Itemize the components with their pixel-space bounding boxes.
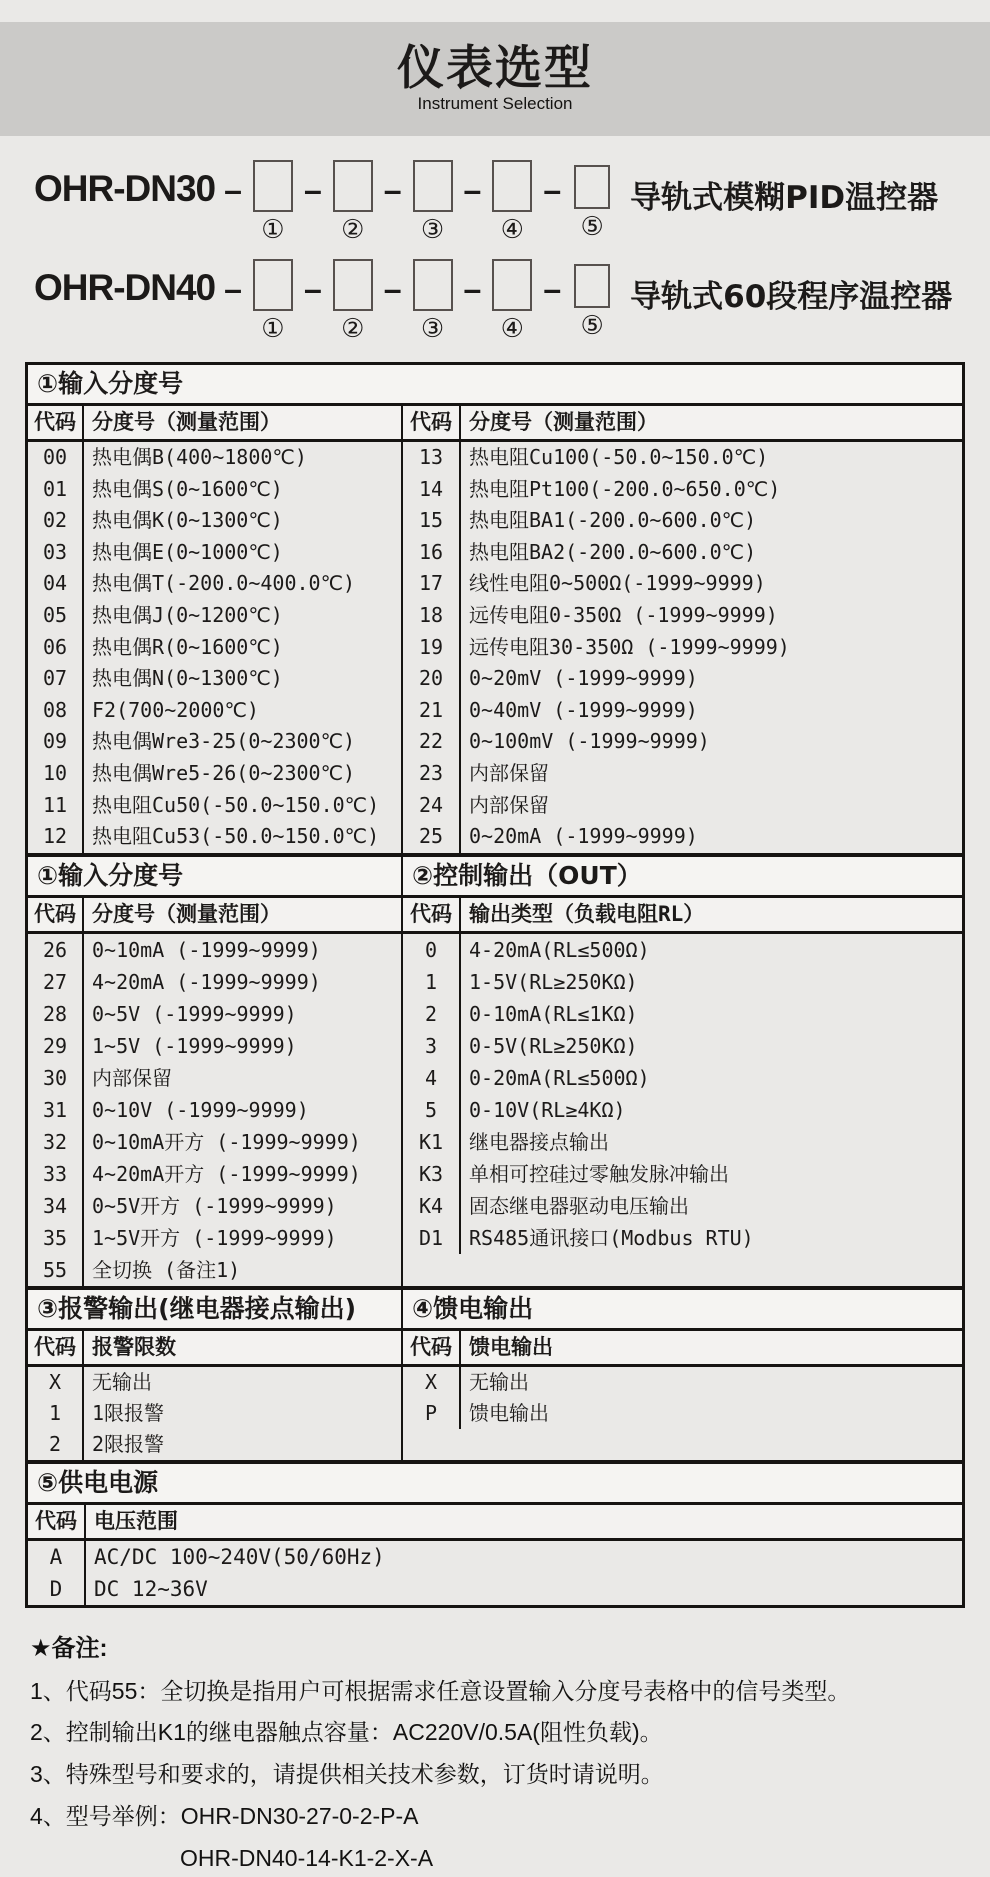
dash-separator: – xyxy=(224,172,242,208)
code-cell: 05 xyxy=(28,600,84,632)
value-cell: 热电阻BA1(-200.0~600.0℃) xyxy=(469,508,757,533)
code-cell: 0 xyxy=(403,934,461,966)
value-cell: 全切换 (备注1) xyxy=(92,1257,241,1282)
table-row xyxy=(403,1030,962,1062)
code-header: 代码 xyxy=(403,1331,461,1364)
value-cell: 2限报警 xyxy=(92,1431,165,1456)
code-cell: 20 xyxy=(403,663,461,695)
value-cell: RS485通讯接口(Modbus RTU) xyxy=(469,1225,754,1250)
page-title: 仪表选型 xyxy=(397,40,593,96)
value-cell: 无输出 xyxy=(92,1369,152,1394)
note-item-3: 3、特殊型号和要求的，请提供相关技术参数，订货时请说明。 xyxy=(30,1761,664,1788)
table-row xyxy=(403,1126,962,1158)
value-cell: 线性电阻0~500Ω(-1999~9999) xyxy=(469,571,766,596)
code-cell: 3 xyxy=(403,1030,461,1062)
table-rows xyxy=(28,442,401,853)
code-cell: 06 xyxy=(28,632,84,664)
note-item-4-example-2: OHR-DN40-14-K1-2-X-A xyxy=(180,1844,434,1871)
code-header: 代码 xyxy=(28,898,84,931)
table-row xyxy=(28,726,401,758)
right-column-table xyxy=(403,403,962,853)
code-cell: 02 xyxy=(28,505,84,537)
table-row xyxy=(28,1398,401,1429)
model-code: OHR-DN30 xyxy=(34,168,216,209)
position-number: ① xyxy=(261,314,285,344)
table-row xyxy=(403,1094,962,1126)
alarm-output-table xyxy=(28,1290,403,1460)
option-box xyxy=(253,160,293,212)
value-cell: 热电阻Cu100(-50.0~150.0℃) xyxy=(469,445,769,469)
table-row xyxy=(28,934,401,966)
section-body xyxy=(28,403,962,853)
code-cell: X xyxy=(403,1367,461,1398)
table-row xyxy=(28,790,401,822)
value-cell: AC/DC 100~240V(50/60Hz) xyxy=(94,1544,385,1569)
page-header xyxy=(0,22,990,136)
value-cell: 内部保留 xyxy=(469,792,549,817)
table-row xyxy=(28,505,401,537)
code-header: 代码 xyxy=(403,406,461,439)
value-cell: 0~40mV (-1999~9999) xyxy=(469,697,698,722)
table-row xyxy=(28,966,401,998)
table-row xyxy=(28,1573,962,1605)
table-row xyxy=(28,821,401,853)
value-cell: 0~10mA (-1999~9999) xyxy=(92,937,321,962)
table-row xyxy=(403,442,962,474)
code-cell: 1 xyxy=(403,966,461,998)
model-slot-5 xyxy=(570,160,614,240)
model-slot-1 xyxy=(251,259,295,342)
code-header: 代码 xyxy=(28,1505,86,1538)
value-header: 分度号（测量范围） xyxy=(92,410,281,434)
value-cell: 远传电阻30-350Ω (-1999~9999) xyxy=(469,634,790,659)
model-description: 导轨式模糊PID温控器 xyxy=(630,180,939,216)
position-number: ④ xyxy=(500,314,524,344)
value-cell: 热电偶Wre5-26(0~2300℃) xyxy=(92,760,356,785)
column-header-row xyxy=(403,403,962,442)
value-cell: 0~5V开方 (-1999~9999) xyxy=(92,1193,337,1218)
value-cell: 0~100mV (-1999~9999) xyxy=(469,729,710,754)
code-cell: 10 xyxy=(28,758,84,790)
section-alarm-and-feed-output xyxy=(28,1286,962,1460)
code-cell: 2 xyxy=(28,1429,84,1460)
dash-separator: – xyxy=(303,271,322,307)
code-cell: 25 xyxy=(403,821,461,853)
value-header: 分度号（测量范围） xyxy=(469,410,658,434)
value-cell: 内部保留 xyxy=(92,1065,172,1090)
table-row xyxy=(403,790,962,822)
value-cell: 0~20mA (-1999~9999) xyxy=(469,824,698,849)
table-row xyxy=(403,966,962,998)
section-title: ①输入分度号 xyxy=(28,365,962,403)
dash-separator: – xyxy=(543,172,562,208)
option-box xyxy=(413,259,453,311)
option-box xyxy=(574,264,610,308)
model-slot-5 xyxy=(570,259,614,339)
code-cell: 01 xyxy=(28,474,84,506)
table-row xyxy=(403,537,962,569)
code-cell: 08 xyxy=(28,695,84,727)
code-cell: K4 xyxy=(403,1190,461,1222)
table-rows xyxy=(28,934,401,1286)
table-row xyxy=(28,1541,962,1573)
model-code: OHR-DN40 xyxy=(34,267,216,308)
table-row xyxy=(28,1030,401,1062)
value-cell: 4~20mA开方 (-1999~9999) xyxy=(92,1161,361,1186)
value-cell: 0~20mV (-1999~9999) xyxy=(469,666,698,691)
table-row xyxy=(403,632,962,664)
dash-separator: – xyxy=(463,172,482,208)
option-box xyxy=(253,259,293,311)
value-cell: 1-5V(RL≥250KΩ) xyxy=(469,969,638,994)
value-cell: 热电偶B(400~1800℃) xyxy=(92,445,307,469)
table-rows xyxy=(403,442,962,853)
model-diagrams xyxy=(0,136,990,342)
dash-separator: – xyxy=(383,271,402,307)
option-box xyxy=(333,160,373,212)
code-cell: 17 xyxy=(403,568,461,600)
table-rows xyxy=(403,934,962,1254)
value-cell: 热电偶J(0~1200℃) xyxy=(92,602,283,627)
code-cell: 18 xyxy=(403,600,461,632)
table-row xyxy=(28,1126,401,1158)
code-cell: 29 xyxy=(28,1030,84,1062)
note-item-1: 1、代码55：全切换是指用户可根据需求任意设置输入分度号表格中的信号类型。 xyxy=(30,1677,851,1704)
value-header: 馈电输出 xyxy=(469,1334,553,1359)
model-description: 导轨式60段程序温控器 xyxy=(630,279,953,315)
value-cell: 0-10V(RL≥4KΩ) xyxy=(469,1097,626,1122)
position-number: ② xyxy=(341,215,365,245)
value-cell: DC 12~36V xyxy=(94,1576,208,1601)
section-body xyxy=(28,857,962,1286)
section-power-supply xyxy=(28,1460,962,1605)
table-row xyxy=(28,998,401,1030)
dash-separator: – xyxy=(303,172,322,208)
table-row xyxy=(28,695,401,727)
code-cell: 4 xyxy=(403,1062,461,1094)
table-row xyxy=(28,1254,401,1286)
value-cell: 热电偶Wre3-25(0~2300℃) xyxy=(92,729,356,754)
position-number: ③ xyxy=(420,314,445,344)
section-body xyxy=(28,1290,962,1460)
value-cell: 热电偶N(0~1300℃) xyxy=(92,666,283,691)
value-cell: 馈电输出 xyxy=(469,1400,549,1425)
value-cell: 1~5V开方 (-1999~9999) xyxy=(92,1225,337,1250)
model-row-dn30 xyxy=(34,160,990,243)
code-cell: 27 xyxy=(28,966,84,998)
value-cell: 4-20mA(RL≤500Ω) xyxy=(469,937,650,962)
value-header: 报警限数 xyxy=(92,1334,176,1359)
code-cell: 14 xyxy=(403,474,461,506)
value-cell: 热电偶E(0~1000℃) xyxy=(92,539,283,564)
table-row xyxy=(28,474,401,506)
section-title: ①输入分度号 xyxy=(28,857,401,895)
code-cell: 00 xyxy=(28,442,84,474)
notes-title: ★备注: xyxy=(30,1634,108,1662)
table-row xyxy=(28,632,401,664)
code-cell: 16 xyxy=(403,537,461,569)
table-row xyxy=(403,934,962,966)
code-cell: 35 xyxy=(28,1222,84,1254)
note-item-2: 2、控制输出K1的继电器触点容量：AC220V/0.5A(阻性负载)。 xyxy=(30,1719,663,1746)
table-row xyxy=(28,600,401,632)
code-cell: 24 xyxy=(403,790,461,822)
column-header-row xyxy=(28,1328,401,1367)
option-box xyxy=(333,259,373,311)
table-row xyxy=(403,758,962,790)
table-row xyxy=(28,568,401,600)
value-header: 分度号（测量范围） xyxy=(92,901,281,926)
selection-table xyxy=(25,362,965,1608)
dash-separator: – xyxy=(543,271,562,307)
table-row xyxy=(28,1367,401,1398)
position-number: ① xyxy=(261,215,285,245)
value-cell: 1~5V (-1999~9999) xyxy=(92,1033,297,1058)
code-cell: K3 xyxy=(403,1158,461,1190)
code-cell: 09 xyxy=(28,726,84,758)
value-cell: F2(700~2000℃) xyxy=(92,697,259,722)
section-title: ③报警输出(继电器接点输出) xyxy=(28,1290,401,1328)
table-row xyxy=(403,1222,962,1254)
table-row xyxy=(28,442,401,474)
model-slot-2 xyxy=(331,259,375,342)
code-cell: A xyxy=(28,1541,86,1573)
code-cell: 26 xyxy=(28,934,84,966)
value-cell: 0~10mA开方 (-1999~9999) xyxy=(92,1129,361,1154)
position-number: ② xyxy=(341,314,365,344)
option-box xyxy=(492,160,532,212)
page-subtitle: Instrument Selection xyxy=(417,94,573,114)
table-row xyxy=(403,1398,962,1429)
table-row xyxy=(403,568,962,600)
table-row xyxy=(28,663,401,695)
dash-separator: – xyxy=(383,172,402,208)
section-title: ⑤供电电源 xyxy=(28,1464,962,1502)
table-row xyxy=(28,1429,401,1460)
code-cell: 11 xyxy=(28,790,84,822)
position-number: ③ xyxy=(420,215,445,245)
table-row xyxy=(28,1190,401,1222)
column-header-row xyxy=(28,895,401,934)
value-cell: 热电偶R(0~1600℃) xyxy=(92,634,283,659)
column-header-row xyxy=(403,895,962,934)
table-row xyxy=(403,1158,962,1190)
code-cell: 13 xyxy=(403,442,461,474)
value-cell: 0-5V(RL≥250KΩ) xyxy=(469,1033,638,1058)
code-cell: D1 xyxy=(403,1222,461,1254)
code-cell: 1 xyxy=(28,1398,84,1429)
code-cell: 5 xyxy=(403,1094,461,1126)
code-cell: 23 xyxy=(403,758,461,790)
column-header-row xyxy=(28,1502,962,1541)
code-cell: X xyxy=(28,1367,84,1398)
table-row xyxy=(403,1062,962,1094)
model-slot-1 xyxy=(251,160,295,243)
table-row xyxy=(403,998,962,1030)
value-cell: 单相可控硅过零触发脉冲输出 xyxy=(469,1161,729,1186)
value-cell: 0~5V (-1999~9999) xyxy=(92,1001,297,1026)
code-cell: 31 xyxy=(28,1094,84,1126)
table-row xyxy=(403,505,962,537)
model-slot-2 xyxy=(331,160,375,243)
table-row xyxy=(28,758,401,790)
left-column-table xyxy=(28,857,403,1286)
value-cell: 1限报警 xyxy=(92,1400,165,1425)
value-cell: 热电阻Pt100(-200.0~650.0℃) xyxy=(469,476,781,501)
model-slot-4 xyxy=(490,259,534,342)
code-cell: 12 xyxy=(28,821,84,853)
code-cell: 04 xyxy=(28,568,84,600)
value-cell: 固态继电器驱动电压输出 xyxy=(469,1193,689,1218)
value-cell: 热电偶S(0~1600℃) xyxy=(92,476,283,501)
value-cell: 4~20mA (-1999~9999) xyxy=(92,969,321,994)
table-row xyxy=(28,1094,401,1126)
value-cell: 无输出 xyxy=(469,1369,529,1394)
code-cell: 34 xyxy=(28,1190,84,1222)
feed-output-table xyxy=(403,1290,962,1460)
column-header-row xyxy=(403,1328,962,1367)
code-cell: 22 xyxy=(403,726,461,758)
table-rows xyxy=(28,1367,401,1460)
option-box xyxy=(492,259,532,311)
note-item-4: 4、型号举例：OHR-DN30-27-0-2-P-A xyxy=(30,1802,419,1829)
table-row xyxy=(403,600,962,632)
code-header: 代码 xyxy=(403,898,461,931)
code-cell: 32 xyxy=(28,1126,84,1158)
code-cell: 30 xyxy=(28,1062,84,1094)
table-row xyxy=(403,474,962,506)
code-cell: 07 xyxy=(28,663,84,695)
code-header: 代码 xyxy=(28,1331,84,1364)
table-row xyxy=(403,695,962,727)
code-cell: K1 xyxy=(403,1126,461,1158)
table-row xyxy=(28,1158,401,1190)
model-slot-4 xyxy=(490,160,534,243)
position-number: ⑤ xyxy=(580,311,604,341)
value-cell: 0-20mA(RL≤500Ω) xyxy=(469,1065,650,1090)
section-input-and-control-output xyxy=(28,853,962,1286)
column-header-row xyxy=(28,403,401,442)
code-cell: 55 xyxy=(28,1254,84,1286)
notes xyxy=(30,1628,990,1873)
table-rows xyxy=(403,1367,962,1429)
value-header: 电压范围 xyxy=(94,1508,178,1533)
section-input-graduation-1 xyxy=(28,365,962,853)
left-column-table xyxy=(28,403,403,853)
value-cell: 热电偶T(-200.0~400.0℃) xyxy=(92,571,356,596)
value-cell: 0~10V (-1999~9999) xyxy=(92,1097,309,1122)
code-cell: 03 xyxy=(28,537,84,569)
code-header: 代码 xyxy=(28,406,84,439)
table-rows xyxy=(28,1541,962,1605)
code-cell: D xyxy=(28,1573,86,1605)
code-cell: 19 xyxy=(403,632,461,664)
value-cell: 热电阻BA2(-200.0~600.0℃) xyxy=(469,539,757,564)
table-row xyxy=(28,1222,401,1254)
value-cell: 内部保留 xyxy=(469,760,549,785)
value-cell: 热电阻Cu53(-50.0~150.0℃) xyxy=(92,824,380,849)
dash-separator: – xyxy=(463,271,482,307)
code-cell: 2 xyxy=(403,998,461,1030)
value-cell: 远传电阻0-350Ω (-1999~9999) xyxy=(469,602,778,627)
table-row xyxy=(403,821,962,853)
value-cell: 继电器接点输出 xyxy=(469,1129,609,1154)
code-cell: P xyxy=(403,1398,461,1429)
table-row xyxy=(403,1190,962,1222)
model-row-dn40 xyxy=(34,259,990,342)
table-row xyxy=(403,726,962,758)
model-slot-3 xyxy=(411,160,455,243)
table-row xyxy=(403,663,962,695)
code-cell: 28 xyxy=(28,998,84,1030)
value-cell: 热电偶K(0~1300℃) xyxy=(92,508,283,533)
model-slot-3 xyxy=(411,259,455,342)
option-box xyxy=(574,165,610,209)
position-number: ④ xyxy=(500,215,524,245)
section-title: ④馈电输出 xyxy=(403,1290,962,1328)
value-cell: 0-10mA(RL≤1KΩ) xyxy=(469,1001,638,1026)
code-cell: 15 xyxy=(403,505,461,537)
right-column-table xyxy=(403,857,962,1286)
table-row xyxy=(28,537,401,569)
position-number: ⑤ xyxy=(580,212,604,242)
dash-separator: – xyxy=(224,271,242,307)
table-row xyxy=(403,1367,962,1398)
option-box xyxy=(413,160,453,212)
code-cell: 33 xyxy=(28,1158,84,1190)
code-cell: 21 xyxy=(403,695,461,727)
section-title: ②控制输出（OUT） xyxy=(403,857,962,895)
value-cell: 热电阻Cu50(-50.0~150.0℃) xyxy=(92,792,380,817)
table-row xyxy=(28,1062,401,1094)
value-header: 输出类型（负载电阻RL） xyxy=(469,901,705,926)
